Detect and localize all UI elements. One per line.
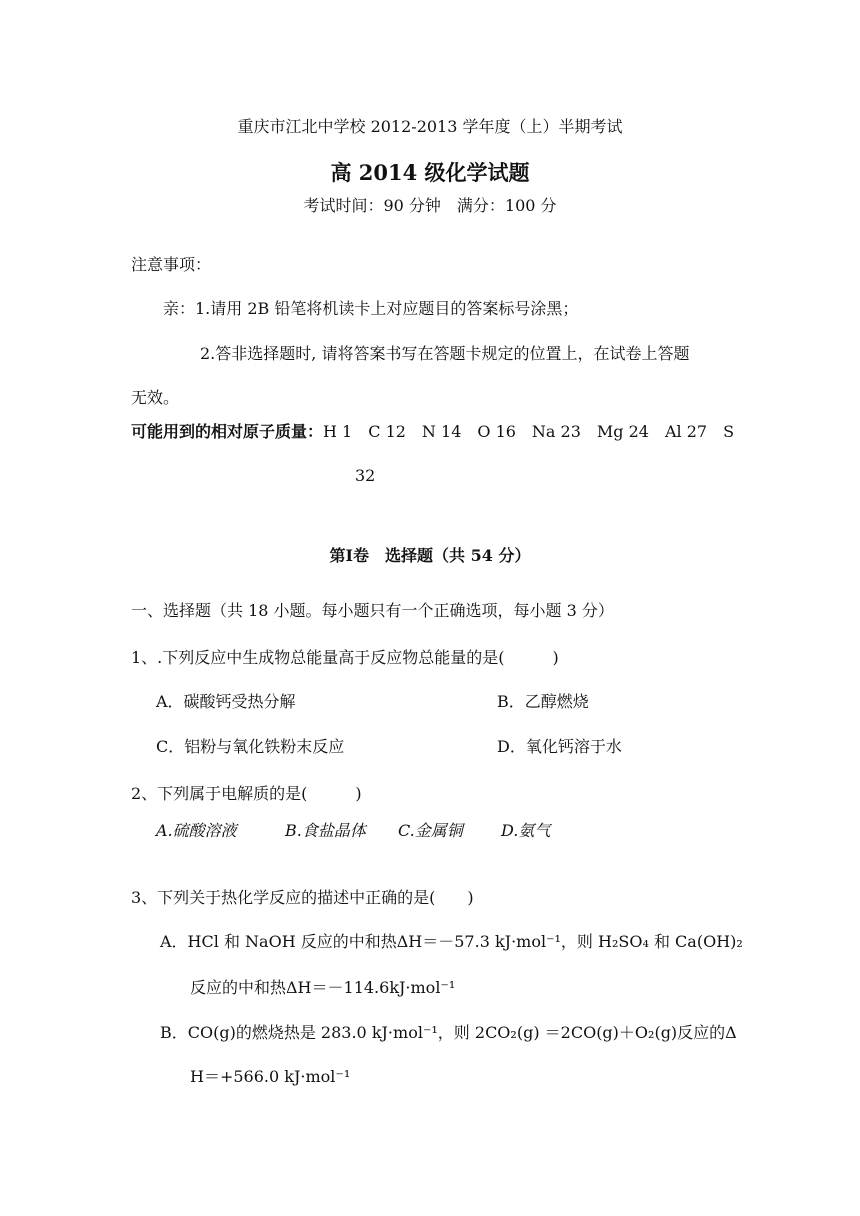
school-line: 重庆市江北中学校 2012-2013 学年度（上）半期考试 bbox=[237, 117, 623, 136]
notice-item-2: 2.答非选择题时, 请将答案书写在答题卡规定的位置上，在试卷上答题 bbox=[200, 344, 690, 363]
question-1-stem: 1、.下列反应中生成物总能量高于反应物总能量的是( ) bbox=[131, 648, 559, 667]
notice-item-2-continued: 无效。 bbox=[131, 388, 180, 407]
question-2-option-b: B.食盐晶体 bbox=[285, 821, 366, 840]
atomic-mass-values: H 1 C 12 N 14 O 16 Na 23 Mg 24 Al 27 S bbox=[323, 422, 735, 441]
question-3-stem: 3、下列关于热化学反应的描述中正确的是( ) bbox=[131, 888, 474, 907]
question-3-option-b-line-1: B．CO(g)的燃烧热是 283.0 kJ·mol⁻¹，则 2CO₂(g) ＝2CO(g)＋O₂(g)反应的Δ bbox=[160, 1023, 737, 1042]
question-1-option-d: D．氧化钙溶于水 bbox=[497, 737, 622, 756]
atomic-mass-label: 可能用到的相对原子质量： bbox=[131, 422, 324, 441]
question-1-option-a: A．碳酸钙受热分解 bbox=[156, 692, 296, 711]
section-instruction: 一、选择题（共 18 小题。每小题只有一个正确选项，每小题 3 分） bbox=[131, 601, 614, 620]
notice-item-1: 亲：1.请用 2B 铅笔将机读卡上对应题目的答案标号涂黑； bbox=[163, 299, 579, 318]
question-3-option-a-line-2: 反应的中和热ΔH＝－114.6kJ·mol⁻¹ bbox=[190, 978, 456, 997]
question-3-option-a-line-1: A．HCl 和 NaOH 反应的中和热ΔH＝－57.3 kJ·mol⁻¹，则 H₂SO₄ 和 Ca(OH)₂ bbox=[160, 932, 743, 951]
question-2-stem: 2、下列属于电解质的是( ) bbox=[131, 784, 362, 803]
question-2-option-a: A.硫酸溶液 bbox=[156, 821, 237, 840]
exam-info: 考试时间：90 分钟 满分：100 分 bbox=[303, 196, 557, 215]
question-2-option-c: C.金属铜 bbox=[398, 821, 463, 840]
notice-label: 注意事项： bbox=[131, 255, 212, 274]
page-title: 高 2014 级化学试题 bbox=[330, 160, 530, 185]
atomic-mass-line bbox=[131, 422, 734, 442]
section-title: 第Ⅰ卷 选择题（共 54 分） bbox=[329, 546, 531, 565]
question-3-option-b-line-2: H＝+566.0 kJ·mol⁻¹ bbox=[190, 1067, 351, 1086]
question-1-option-b: B．乙醇燃烧 bbox=[497, 692, 589, 711]
question-2-option-d: D.氨气 bbox=[501, 821, 551, 840]
atomic-mass-continued: 32 bbox=[355, 466, 376, 485]
question-1-option-c: C．铝粉与氧化铁粉末反应 bbox=[156, 737, 345, 756]
